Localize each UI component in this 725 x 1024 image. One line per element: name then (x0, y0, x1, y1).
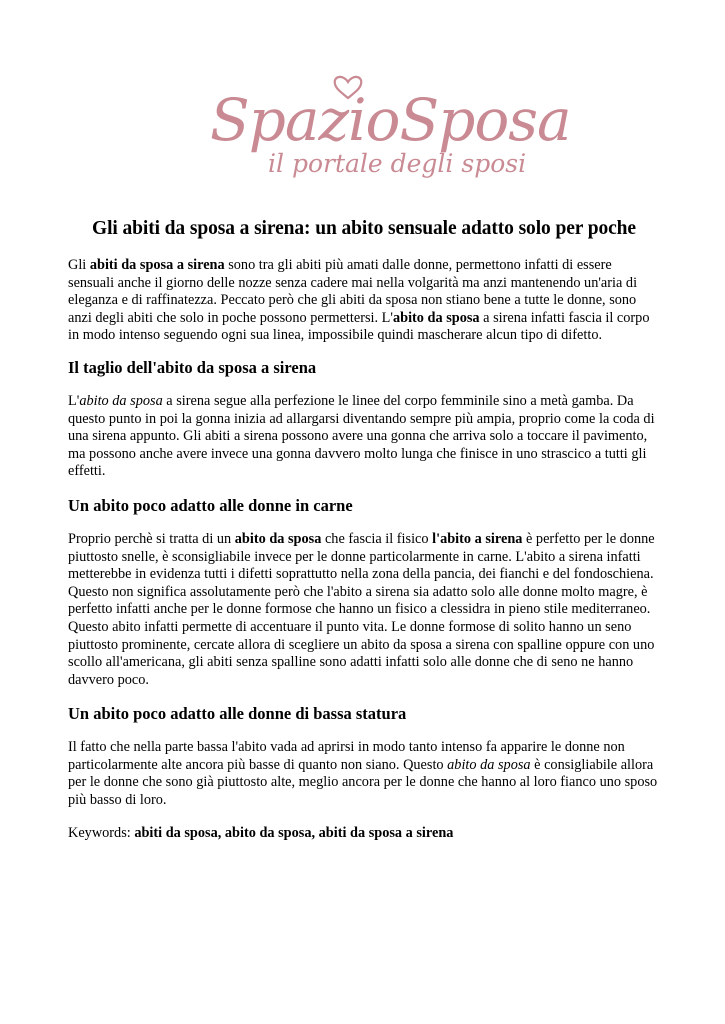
article (68, 217, 660, 857)
intro-paragraph: Gli abiti da sposa a sirena sono tra gli abiti più amati dalle donne, permettono infatti di essere sensuali anche il giorno delle nozze senza cadere mai nella volgarità ma anzi mantenendo un'aria di eleganza e di raffinatezza. Peccato però che gli abiti da sposa non stiano bene a tutte le donne, sono anzi degli abiti che solo in poche possono permettersi. L'abito da sposa a sirena infatti fascia il corpo in modo intenso seguendo ogni sua linea, impossibile quindi mascherare alcun tipo di difetto. (68, 257, 650, 344)
keywords-line (68, 825, 660, 843)
section-paragraph-carne: Proprio perchè si tratta di un abito da sposa che fascia il fisico l'abito a sirena è perfetto per le donne piuttosto snelle, è sconsigliabile invece per le donne particolarmente in carne. L'abito a sirena infatti metterebbe in evidenza tutti i difetti soprattutto nella zona della pancia, dei fianchi e del fondoschiena. Questo non significa assolutamente però che l'abito a sirena sia adatto solo alle donne molto magre, è perfetto infatti anche per le donne formose che hanno un fisico a clessidra in pieno stile mediterraneo. Questo abito infatti permette di accentuare il punto vita. Le donne formose di solito hanno un seno piuttosto prominente, cercate allora di scegliere un abito da sposa a sirena con spalline oppure con uno scollo all'americana, gli abiti senza spalline sono adatti infatti solo alle donne che di seno ne hanno davvero poco. (68, 530, 655, 688)
bold-term: l'abito a sirena (432, 530, 523, 547)
bold-term: abiti da sposa a sirena (89, 257, 225, 273)
section-heading-carne: Un abito poco adatto alle donne in carne (68, 495, 353, 515)
keywords-values: abiti da sposa, abito da sposa, abiti da sposa a sirena (134, 824, 454, 841)
article-title: Gli abiti da sposa a sirena: un abito sensuale adatto solo per poche (92, 218, 636, 239)
section-paragraph-taglio: L'abito da sposa a sirena segue alla perfezione le linee del corpo femminile sino a metà gamba. Da questo punto in poi la gonna inizia ad allargarsi diventando sempre più ampia, proprio come la coda di una sirena appunto. Gli abiti a sirena possono avere una gonna che arriva solo a toccare il pavimento, ma possono anche avere invece una gonna davvero molto lunga che finisce in uno strascico a tutti gli effetti. (68, 392, 655, 480)
bold-term: abito da sposa (392, 309, 480, 326)
section-heading-taglio: Il taglio dell'abito da sposa a sirena (68, 357, 317, 377)
keywords-label: Keywords: (68, 824, 135, 841)
logo-tagline: il portale degli sposi (268, 149, 527, 178)
section-heading-statura: Un abito poco adatto alle donne di bassa statura (68, 704, 407, 724)
spaziosposa-logo (200, 68, 571, 188)
logo-wordmark: SpazioSposa (210, 86, 571, 154)
bold-term: abito da sposa (234, 530, 322, 547)
section-paragraph-statura: Il fatto che nella parte bassa l'abito vada ad aprirsi in modo tanto intenso fa apparire le donne non particolarmente alte ancora più basse di quanto non siano. Questo abito da sposa è consigliabile allora per le donne che sono già piuttosto alte, meglio ancora per le donne che hanno al loro fianco uno sposo più basso di loro. (68, 739, 658, 809)
italic-term: abito da sposa (79, 392, 163, 409)
italic-term: abito da sposa (447, 756, 531, 773)
